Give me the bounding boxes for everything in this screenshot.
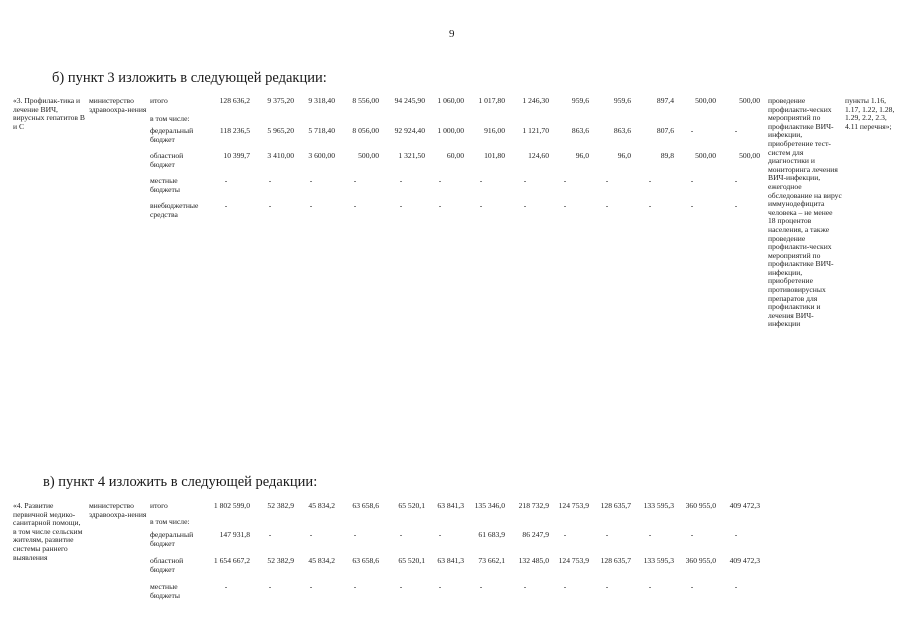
table-cell: 124 753,9 <box>558 501 589 510</box>
table-cell: - <box>224 201 228 210</box>
table-cell: - <box>563 530 567 539</box>
table-cell: 89,8 <box>660 151 674 160</box>
table-cell: - <box>648 530 652 539</box>
table-cell: - <box>353 176 357 185</box>
table-cell: 118 236,5 <box>219 126 250 135</box>
page-number: 9 <box>449 28 455 40</box>
funding-source-label: местные бюджеты <box>150 176 180 194</box>
table-cell: 863,6 <box>613 126 631 135</box>
table-cell: - <box>309 582 313 591</box>
table-cell: - <box>523 201 527 210</box>
table-cell: 101,80 <box>484 151 505 160</box>
table-cell: 500,00 <box>695 96 716 105</box>
table-cell: - <box>563 201 567 210</box>
table-cell: - <box>734 126 738 135</box>
table-cell: 916,00 <box>484 126 505 135</box>
table-cell: 500,00 <box>358 151 379 160</box>
table-cell: 218 732,9 <box>518 501 549 510</box>
table-cell: 73 662,1 <box>478 556 505 565</box>
table-cell: 96,0 <box>617 151 631 160</box>
table-cell: 10 399,7 <box>223 151 250 160</box>
table-cell: 124 753,9 <box>558 556 589 565</box>
table-cell: - <box>523 582 527 591</box>
table-cell: 1 017,80 <box>478 96 505 105</box>
table-cell: 897,4 <box>656 96 674 105</box>
table-cell: 863,6 <box>571 126 589 135</box>
table-cell: - <box>268 176 272 185</box>
table-cell: - <box>648 176 652 185</box>
table-cell: 360 955,0 <box>685 501 716 510</box>
table-cell: - <box>399 582 403 591</box>
table-cell: 65 520,1 <box>398 556 425 565</box>
table-cell: - <box>690 530 694 539</box>
table-cell: 65 520,1 <box>398 501 425 510</box>
table-cell: - <box>353 201 357 210</box>
funding-source-label: в том числе: <box>150 114 190 123</box>
table-cell: - <box>268 582 272 591</box>
funding-source-label: в том числе: <box>150 517 190 526</box>
table-cell: - <box>690 126 694 135</box>
table-cell: 60,00 <box>446 151 464 160</box>
table-cell: 3 600,00 <box>308 151 335 160</box>
table-cell: - <box>438 530 442 539</box>
funding-source-label: внебюджетные средства <box>150 201 199 219</box>
table-cell: 409 472,3 <box>729 556 760 565</box>
table-cell: 8 556,00 <box>352 96 379 105</box>
table-cell: 959,6 <box>571 96 589 105</box>
table-cell: - <box>438 201 442 210</box>
table-cell: 52 382,9 <box>267 501 294 510</box>
table-cell: 63 841,3 <box>437 556 464 565</box>
table-cell: 1 246,30 <box>522 96 549 105</box>
table-cell: 52 382,9 <box>267 556 294 565</box>
table-cell: - <box>438 176 442 185</box>
table-cell: - <box>648 582 652 591</box>
section-b-executor: министерство здравоохра-нения <box>89 96 147 114</box>
table-cell: 409 472,3 <box>729 501 760 510</box>
table-cell: 1 060,00 <box>437 96 464 105</box>
section-b-points: пункты 1.16, 1.17, 1.22, 1.28, 1.29, 2.2, 2.3, 4.11 перечня»; <box>845 96 895 131</box>
table-cell: 92 924,40 <box>394 126 425 135</box>
table-cell: 128 635,7 <box>600 501 631 510</box>
table-cell: - <box>268 530 272 539</box>
table-cell: - <box>690 176 694 185</box>
table-cell: 1 654 667,2 <box>213 556 250 565</box>
funding-source-label: областной бюджет <box>150 556 184 574</box>
table-cell: - <box>734 176 738 185</box>
table-cell: - <box>690 582 694 591</box>
section-b-result: проведение профилакти-ческих мероприятий по профилактике ВИЧ-инфекции, приобретение тест-систем для диагностики и мониторинга лечения ВИЧ-инфекции, ежегодное обследование на вирус иммунодефицита человека – не менее 18 процентов населения, а также проведение профилакти-ческих мероприятий по профилактике ВИЧ-инфекции, приобретение противовирусных препаратов для профилактики и лечения ВИЧ-инфекции <box>768 96 842 329</box>
section-b-heading: б) пункт 3 изложить в следующей редакции: <box>52 70 327 86</box>
table-cell: - <box>734 530 738 539</box>
table-cell: - <box>605 176 609 185</box>
table-cell: - <box>399 530 403 539</box>
table-cell: 94 245,90 <box>394 96 425 105</box>
section-c-heading: в) пункт 4 изложить в следующей редакции: <box>43 474 318 490</box>
table-cell: 63 658,6 <box>352 501 379 510</box>
table-cell: 959,6 <box>613 96 631 105</box>
table-cell: - <box>309 201 313 210</box>
table-cell: - <box>399 176 403 185</box>
table-cell: 128 636,2 <box>219 96 250 105</box>
table-cell: - <box>399 201 403 210</box>
table-cell: - <box>479 176 483 185</box>
funding-source-label: итого <box>150 96 168 105</box>
section-b-program: «3. Профилак-тика и лечение ВИЧ, вирусных гепатитов В и С <box>13 96 85 131</box>
table-cell: 807,6 <box>656 126 674 135</box>
table-cell: 124,60 <box>528 151 549 160</box>
table-cell: - <box>309 530 313 539</box>
table-cell: - <box>479 582 483 591</box>
funding-source-label: итого <box>150 501 168 510</box>
table-cell: - <box>353 530 357 539</box>
table-cell: 132 485,0 <box>518 556 549 565</box>
table-cell: 9 318,40 <box>308 96 335 105</box>
table-cell: 1 802 599,0 <box>213 501 250 510</box>
table-cell: 133 595,3 <box>643 556 674 565</box>
table-cell: - <box>523 176 527 185</box>
section-c-program: «4. Развитие первичной медико-санитарной помощи, в том числе сельским жителям, развитие системы раннего выявления <box>13 501 83 562</box>
table-cell: 3 410,00 <box>267 151 294 160</box>
table-cell: - <box>438 582 442 591</box>
table-cell: 135 346,0 <box>474 501 505 510</box>
table-cell: - <box>563 176 567 185</box>
table-cell: 86 247,9 <box>522 530 549 539</box>
table-cell: 8 056,00 <box>352 126 379 135</box>
table-cell: - <box>224 582 228 591</box>
table-cell: 128 635,7 <box>600 556 631 565</box>
table-cell: - <box>690 201 694 210</box>
table-cell: 5 965,20 <box>267 126 294 135</box>
table-cell: - <box>605 530 609 539</box>
table-cell: - <box>563 582 567 591</box>
table-cell: 45 834,2 <box>308 556 335 565</box>
table-cell: - <box>734 582 738 591</box>
table-cell: 360 955,0 <box>685 556 716 565</box>
table-cell: - <box>734 201 738 210</box>
table-cell: 9 375,20 <box>267 96 294 105</box>
table-cell: - <box>309 176 313 185</box>
table-cell: - <box>605 582 609 591</box>
table-cell: - <box>605 201 609 210</box>
table-cell: - <box>353 582 357 591</box>
table-cell: - <box>648 201 652 210</box>
funding-source-label: федеральный бюджет <box>150 126 194 144</box>
table-cell: 63 658,6 <box>352 556 379 565</box>
funding-source-label: областной бюджет <box>150 151 184 169</box>
table-cell: 500,00 <box>739 151 760 160</box>
table-cell: 96,0 <box>575 151 589 160</box>
table-cell: 1 000,00 <box>437 126 464 135</box>
table-cell: 500,00 <box>695 151 716 160</box>
table-cell: 45 834,2 <box>308 501 335 510</box>
table-cell: 500,00 <box>739 96 760 105</box>
table-cell: 63 841,3 <box>437 501 464 510</box>
table-cell: 1 121,70 <box>522 126 549 135</box>
table-cell: 61 683,9 <box>478 530 505 539</box>
section-c-executor: министерство здравоохра-нения <box>89 501 147 519</box>
table-cell: - <box>268 201 272 210</box>
table-cell: - <box>479 201 483 210</box>
table-cell: 1 321,50 <box>398 151 425 160</box>
table-cell: 5 718,40 <box>308 126 335 135</box>
table-cell: - <box>224 176 228 185</box>
table-cell: 147 931,8 <box>219 530 250 539</box>
funding-source-label: местные бюджеты <box>150 582 180 600</box>
funding-source-label: федеральный бюджет <box>150 530 194 548</box>
table-cell: 133 595,3 <box>643 501 674 510</box>
